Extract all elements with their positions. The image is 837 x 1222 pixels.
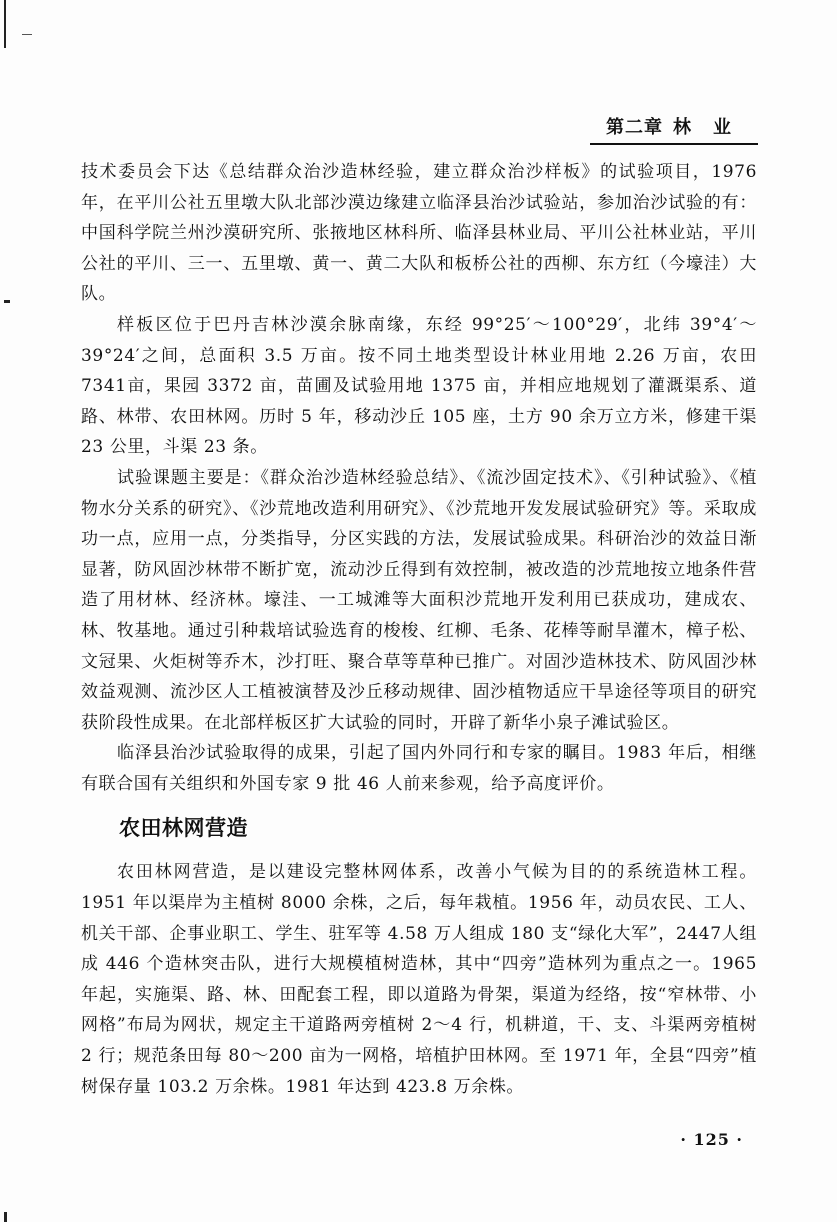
scan-tick-mark xyxy=(22,34,32,35)
paragraph: 技术委员会下达《总结群众治沙造林经验，建立群众治沙样板》的试验项目，1976年，在平川公社五里墩大队北部沙漠边缘建立临泽县治沙试验站，参加治沙试验的有：中国科学院兰州沙漠研究所、张掖地区林科所、临泽县林业局、平川公社林业站，平川公社的平川、三一、五里墩、黄一、黄二大队和板桥公社的西柳、东方红（今壕洼）大队。 xyxy=(81,162,757,305)
running-head-rule xyxy=(590,143,758,145)
paragraph: 临泽县治沙试验取得的成果，引起了国内外同行和专家的瞩目。1983 年后，相继有联合国有关组织和外国专家 9 批 46 人前来参观，给予高度评价。 xyxy=(81,743,757,794)
body-text xyxy=(81,157,757,1102)
paragraph: 试验课题主要是：《群众治沙造林经验总结》、《流沙固定技术》、《引种试验》、《植物水分关系的研究》、《沙荒地改造利用研究》、《沙荒地开发发展试验研究》等。采取成功一点，应用一点，分类指导，分区实践的方法，发展试验成果。科研治沙的效益日渐显著，防风固沙林带不断扩宽，流动沙丘得到有效控制，被改造的沙荒地按立地条件营造了用材林、经济林。壕洼、一工城滩等大面积沙荒地开发利用已获成功，建成农、林、牧基地。通过引种栽培试验选育的梭梭、红柳、毛条、花棒等耐旱灌木，樟子松、文冠果、火炬树等乔木，沙打旺、聚合草等草种已推广。对固沙造林技术、防风固沙林效益观测、流沙区人工植被演替及沙丘移动规律、固沙植物适应干旱途径等项目的研究获阶段性成果。在北部样板区扩大试验的同时，开辟了新华小泉子滩试验区。 xyxy=(81,467,757,733)
scan-edge-mark xyxy=(4,300,10,303)
scan-edge-mark xyxy=(4,0,6,48)
running-head xyxy=(606,113,753,139)
chapter-number: 第二章 xyxy=(606,117,663,138)
paragraph: 样板区位于巴丹吉林沙漠余脉南缘，东经 99°25′～100°29′，北纬 39°4′～39°24′之间，总面积 3.5 万亩。按不同土地类型设计林业用地 2.26 万亩，农田 7341亩，果园 3372 亩，苗圃及试验用地 1375 亩，并相应地规划了灌溉渠系、道路、林带、农田林网。历时 5 年，移动沙丘 105 座，土方 90 余万立方米，修建干渠 23 公里，斗渠 23 条。 xyxy=(81,314,757,458)
scan-edge-mark xyxy=(4,1212,7,1222)
paragraph: 农田林网营造，是以建设完整林网体系，改善小气候为目的的系统造林工程。1951 年以渠岸为主植树 8000 余株，之后，每年栽植。1956 年，动员农民、工人、机关干部、企事业职工、学生、驻军等 4.58 万人组成 180 支“绿化大军”，2447人组成 446 个造林突击队，进行大规模植树造林，其中“四旁”造林列为重点之一。1965 年起，实施渠、路、林、田配套工程，即以道路为骨架，渠道为经络，按“窄林带、小网格”布局为网状，规定主干道路两旁植树 2～4 行，机耕道，干、支、斗渠两旁植树 2 行；规范条田每 80～200 亩为一网格，培植护田林网。至 1971 年，全县“四旁”植树保存量 103.2 万余株。1981 年达到 423.8 万余株。 xyxy=(81,862,757,1097)
page-number: · 125 · xyxy=(680,1130,743,1149)
section-title: 农田林网营造 xyxy=(119,816,248,841)
chapter-subject: 林业 xyxy=(673,117,753,138)
